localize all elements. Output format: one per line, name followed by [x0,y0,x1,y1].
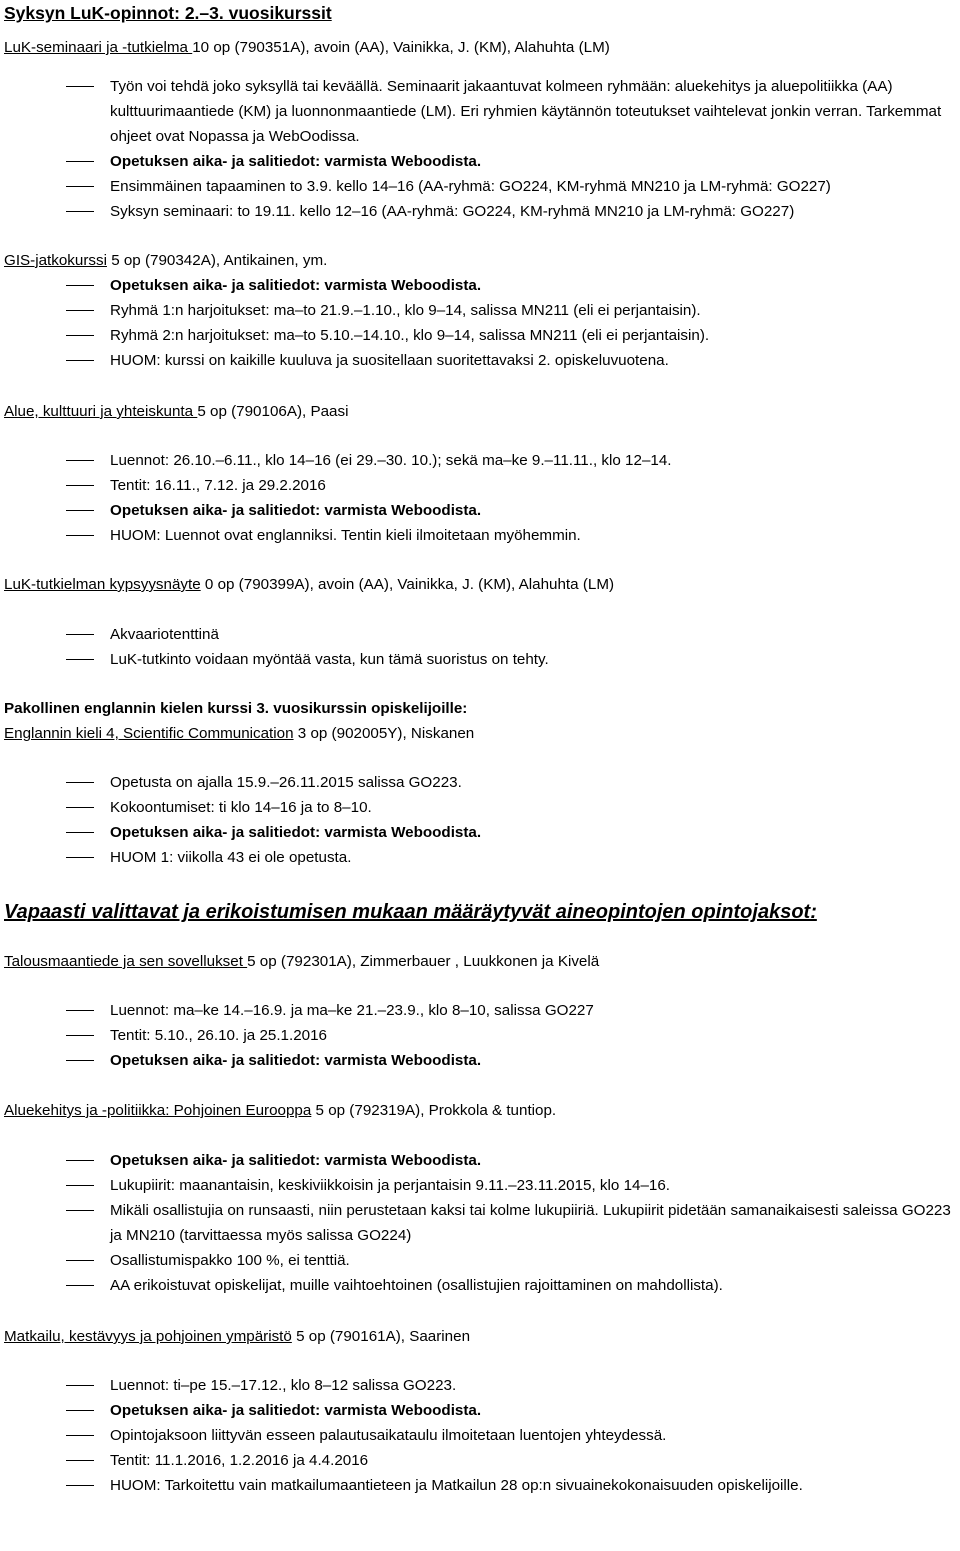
dash-bullet [66,86,94,87]
list-item: Kokoontumiset: ti klo 14–16 ja to 8–10. [4,795,960,820]
english-heading: Pakollinen englannin kielen kurssi 3. vuosikurssin opiskelijoille: [4,700,468,717]
list-item: Opetuksen aika- ja salitiedot: varmista Weboodista. [4,1398,960,1423]
dash-bullet [66,310,94,311]
list-item: Työn voi tehdä joko syksyllä tai keväällä. Seminaarit jakaantuvat kolmeen ryhmään: aluekehitys ja aluepolitiikka (AA) kulttuurimaantiede (KM) ja luonnonmaantiede (LM). Eri ryhmien käytännön toteutukset vaihtelevat jonkin verran. Tarkemmat ohjeet ovat Nopassa ja WebOodissa. [4,74,960,149]
dash-bullet [66,634,94,635]
course-details-list [4,1148,960,1298]
list-item: Mikäli osallistujia on runsaasti, niin perustetaan kaksi tai kolme lukupiiriä. Lukupiirit pidetään samanaikaisesti saleissa GO223 ja MN210 (tarvittaessa myös salissa GO224) [4,1198,960,1248]
course-details-list [4,1373,960,1498]
course-details-list [4,770,960,870]
course-link[interactable]: LuK-tutkielman kypsyysnäyte [4,576,201,593]
course-title-aluekehitys: Aluekehitys ja -politiikka: Pohjoinen Eurooppa 5 op (792319A), Prokkola & tuntiop. [4,1102,557,1119]
list-item: Ryhmä 1:n harjoitukset: ma–to 21.9.–1.10., klo 9–14, salissa MN211 (eli ei perjantaisin). [4,298,960,323]
list-item: HUOM: Tarkoitettu vain matkailumaantieteen ja Matkailun 28 op:n sivuainekokonaisuuden opiskelijoille. [4,1473,960,1498]
course-title-matkailu: Matkailu, kestävyys ja pohjoinen ympäristö 5 op (790161A), Saarinen [4,1328,471,1345]
list-item: Akvaariotenttinä [4,622,960,647]
course-title-luk-seminaari: LuK-seminaari ja -tutkielma 10 op (790351A), avoin (AA), Vainikka, J. (KM), Alahuhta (LM) [4,39,610,56]
dash-bullet [66,460,94,461]
list-item: Opetuksen aika- ja salitiedot: varmista Weboodista. [4,149,960,174]
dash-bullet [66,535,94,536]
dash-bullet [66,832,94,833]
course-link[interactable]: GIS-jatkokurssi [4,252,107,269]
list-item: Syksyn seminaari: to 19.11. kello 12–16 (AA-ryhmä: GO224, KM-ryhmä MN210 ja LM-ryhmä: GO227) [4,199,960,224]
dash-bullet [66,807,94,808]
list-item: Opetuksen aika- ja salitiedot: varmista Weboodista. [4,820,960,845]
list-item: Opintojaksoon liittyvän esseen palautusaikataulu ilmoitetaan luentojen yhteydessä. [4,1423,960,1448]
course-link[interactable]: Englannin kieli 4, Scientific Communication [4,725,294,742]
dash-bullet [66,782,94,783]
list-item: Opetuksen aika- ja salitiedot: varmista Weboodista. [4,1148,960,1173]
list-item: Opetuksen aika- ja salitiedot: varmista Weboodista. [4,498,960,523]
dash-bullet [66,1410,94,1411]
list-item: Opetuksen aika- ja salitiedot: varmista Weboodista. [4,1048,960,1073]
course-details-list [4,998,960,1073]
list-item: Osallistumispakko 100 %, ei tenttiä. [4,1248,960,1273]
list-item: Luennot: ma–ke 14.–16.9. ja ma–ke 21.–23.9., klo 8–10, salissa GO227 [4,998,960,1023]
course-title-kypsyysnayte: LuK-tutkielman kypsyysnäyte 0 op (790399A), avoin (AA), Vainikka, J. (KM), Alahuhta (LM) [4,576,615,593]
course-title-talousmaantiede: Talousmaantiede ja sen sovellukset 5 op (792301A), Zimmerbauer , Luukkonen ja Kivelä [4,953,600,970]
optional-courses-heading: Vapaasti valittavat ja erikoistumisen mukaan määräytyvät aineopintojen opintojaksot: [4,901,817,923]
list-item: Ryhmä 2:n harjoitukset: ma–to 5.10.–14.10., klo 9–14, salissa MN211 (eli ei perjantaisin). [4,323,960,348]
list-item: Luennot: ti–pe 15.–17.12., klo 8–12 salissa GO223. [4,1373,960,1398]
dash-bullet [66,510,94,511]
list-item: Opetuksen aika- ja salitiedot: varmista Weboodista. [4,273,960,298]
dash-bullet [66,1010,94,1011]
dash-bullet [66,211,94,212]
list-item: Tentit: 16.11., 7.12. ja 29.2.2016 [4,473,960,498]
course-details-list [4,448,960,548]
course-link[interactable]: Aluekehitys ja -politiikka: Pohjoinen Eurooppa [4,1102,312,1119]
course-link[interactable]: LuK-seminaari ja -tutkielma [4,39,193,56]
list-item: Luennot: 26.10.–6.11., klo 14–16 (ei 29.–30. 10.); sekä ma–ke 9.–11.11., klo 12–14. [4,448,960,473]
dash-bullet [66,1385,94,1386]
course-link[interactable]: Talousmaantiede ja sen sovellukset [4,953,248,970]
dash-bullet [66,1185,94,1186]
list-item: Tentit: 5.10., 26.10. ja 25.1.2016 [4,1023,960,1048]
course-title-english: Englannin kieli 4, Scientific Communication 3 op (902005Y), Niskanen [4,725,475,742]
course-details-list [4,273,960,373]
dash-bullet [66,285,94,286]
dash-bullet [66,186,94,187]
dash-bullet [66,161,94,162]
course-title-alue: Alue, kulttuuri ja yhteiskunta 5 op (790106A), Paasi [4,403,349,420]
list-item: HUOM: kurssi on kaikille kuuluva ja suositellaan suoritettavaksi 2. opiskeluvuotena. [4,348,960,373]
list-item: Ensimmäinen tapaaminen to 3.9. kello 14–16 (AA-ryhmä: GO224, KM-ryhmä MN210 ja LM-ryhmä: GO227) [4,174,960,199]
dash-bullet [66,1460,94,1461]
course-link[interactable]: Matkailu, kestävyys ja pohjoinen ympäristö [4,1328,292,1345]
dash-bullet [66,1260,94,1261]
list-item: LuK-tutkinto voidaan myöntää vasta, kun tämä suoristus on tehty. [4,647,960,672]
dash-bullet [66,1435,94,1436]
dash-bullet [66,857,94,858]
dash-bullet [66,360,94,361]
course-details-list [4,74,960,224]
course-link[interactable]: Alue, kulttuuri ja yhteiskunta [4,403,198,420]
dash-bullet [66,659,94,660]
course-title-gis: GIS-jatkokurssi 5 op (790342A), Antikainen, ym. [4,252,328,269]
list-item: Tentit: 11.1.2016, 1.2.2016 ja 4.4.2016 [4,1448,960,1473]
dash-bullet [66,1035,94,1036]
list-item: AA erikoistuvat opiskelijat, muille vaihtoehtoinen (osallistujien rajoittaminen on mahdollista). [4,1273,960,1298]
dash-bullet [66,1210,94,1211]
list-item: HUOM: Luennot ovat englanniksi. Tentin kieli ilmoitetaan myöhemmin. [4,523,960,548]
page-title: Syksyn LuK-opinnot: 2.–3. vuosikurssit [4,3,332,23]
dash-bullet [66,1285,94,1286]
dash-bullet [66,1060,94,1061]
list-item: Lukupiirit: maanantaisin, keskiviikkoisin ja perjantaisin 9.11.–23.11.2015, klo 14–16. [4,1173,960,1198]
dash-bullet [66,485,94,486]
list-item: Opetusta on ajalla 15.9.–26.11.2015 salissa GO223. [4,770,960,795]
dash-bullet [66,1160,94,1161]
list-item: HUOM 1: viikolla 43 ei ole opetusta. [4,845,960,870]
dash-bullet [66,1485,94,1486]
dash-bullet [66,335,94,336]
course-details-list [4,622,960,672]
